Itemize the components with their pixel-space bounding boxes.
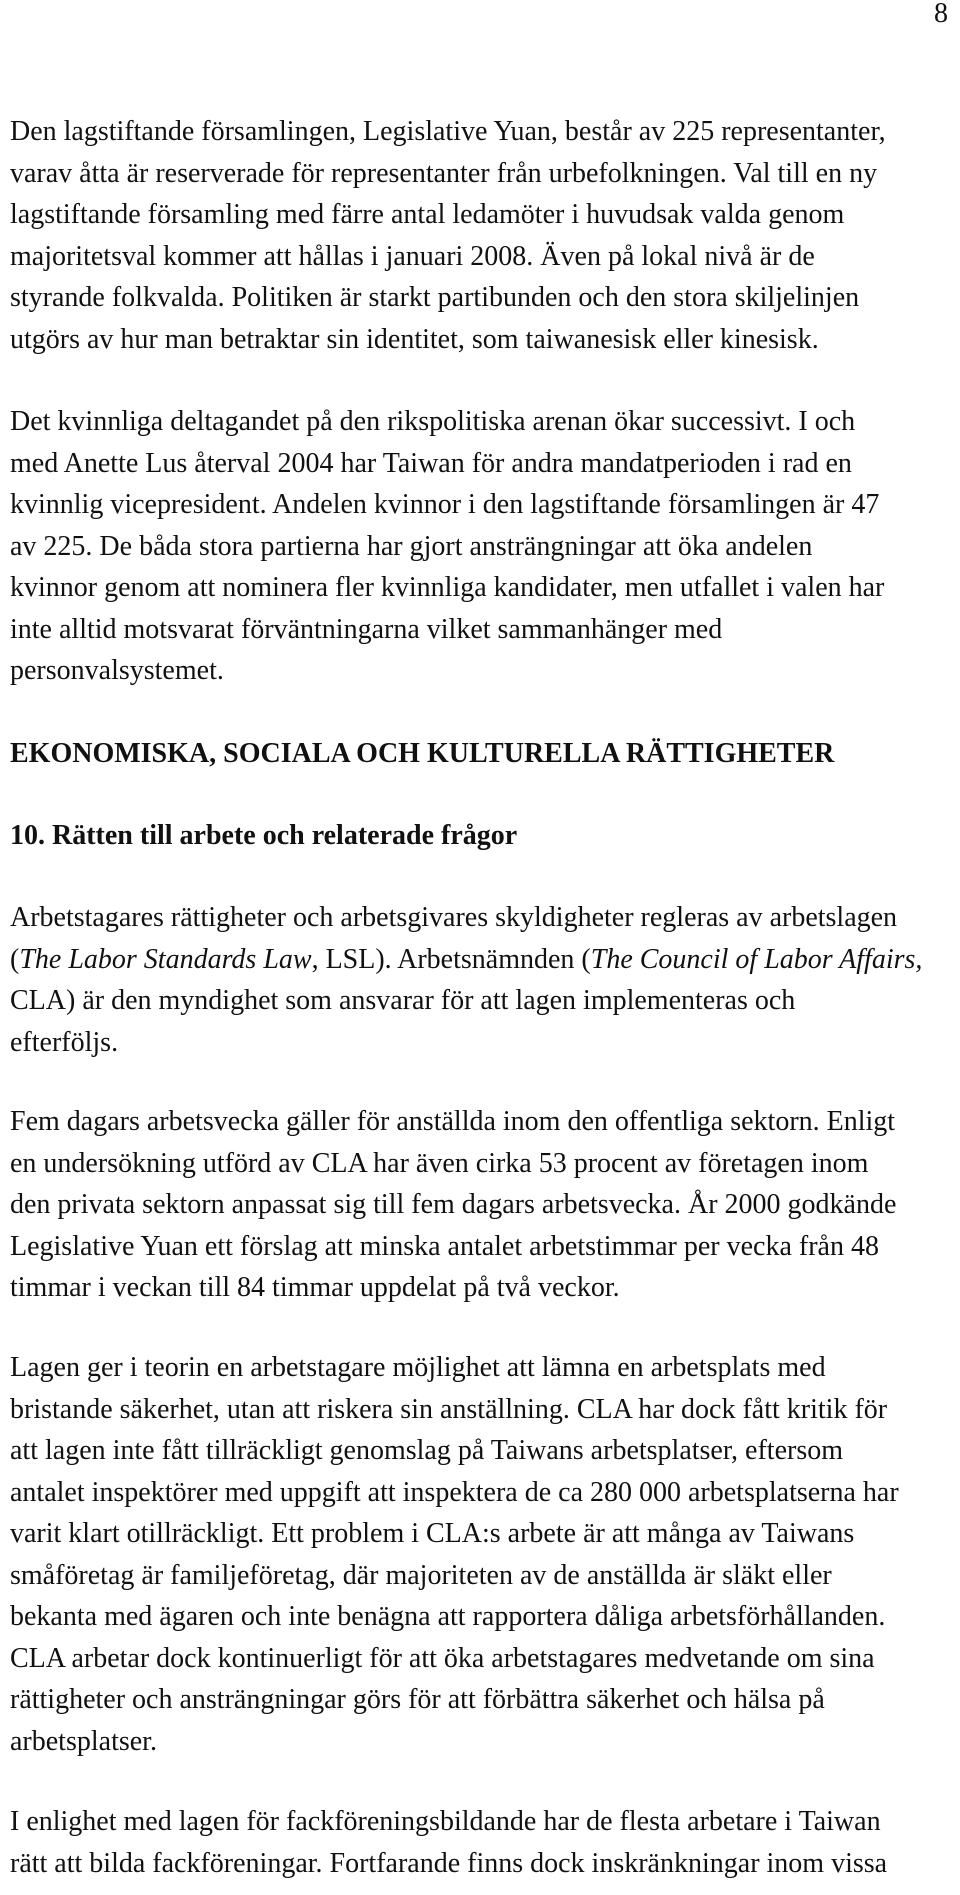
text-line: varit klart otillräckligt. Ett problem i CLA:s arbete är att många av Taiwans [10, 1518, 855, 1549]
text-line: Lagen ger i teorin en arbetstagare möjlighet att lämna en arbetsplats med [10, 1352, 826, 1383]
text-line: lagstiftande församling med färre antal ledamöter i huvudsak valda genom [10, 199, 845, 230]
section-heading: EKONOMISKA, SOCIALA OCH KULTURELLA RÄTTIGHETER [10, 738, 835, 769]
text-line: CLA arbetar dock kontinuerligt för att öka arbetstagares medvetande om sina [10, 1642, 875, 1674]
paragraph-trade-unions [10, 1801, 950, 1884]
text-line: rätt att bilda fackföreningar. Fortfarande finns dock inskränkningar inom vissa [10, 1847, 888, 1879]
text-line: Det kvinnliga deltagandet på den rikspolitiska arenan ökar successivt. I och [10, 406, 856, 437]
italic-law-title: The Labor Standards Law [19, 943, 312, 975]
text-line: kvinnor genom att nominera fler kvinnliga kandidater, men utfallet i valen har [10, 572, 885, 603]
text-line: personvalsystemet. [10, 655, 224, 686]
text-line: med Anette Lus återval 2004 har Taiwan för andra mandatperioden i rad en [10, 447, 852, 479]
text-line: Arbetstagares rättigheter och arbetsgivares skyldigheter regleras av arbetslagen [10, 902, 898, 933]
text-line: timmar i veckan till 84 timmar uppdelat på två veckor. [10, 1272, 620, 1303]
text-line: utgörs av hur man betraktar sin identitet, som taiwanesisk eller kinesisk. [10, 323, 819, 355]
text-line: bristande säkerhet, utan att riskera sin anställning. CLA har dock fått kritik för [10, 1393, 888, 1425]
text-line: bekanta med ägaren och inte benägna att rapportera dåliga arbetsförhållanden. [10, 1601, 886, 1632]
text-line: arbetsplatser. [10, 1725, 157, 1757]
text-line: Den lagstiftande församlingen, Legislative Yuan, består av 225 representanter, [10, 116, 886, 147]
text-line: inte alltid motsvarat förväntningarna vilket sammanhänger med [10, 613, 723, 645]
text-line: att lagen inte fått tillräckligt genomslag på Taiwans arbetsplatser, eftersom [10, 1435, 844, 1466]
text-line: småföretag är familjeföretag, där majoriteten av de anställda är släkt eller [10, 1559, 832, 1591]
text-line: Fem dagars arbetsvecka gäller för anställda inom den offentliga sektorn. Enligt [10, 1106, 896, 1137]
text-line: kvinnlig vicepresident. Andelen kvinnor i den lagstiftande församlingen är 47 [10, 489, 880, 520]
text-line: av 225. De båda stora partierna har gjort ansträngningar att öka andelen [10, 530, 813, 562]
subsection-heading: 10. Rätten till arbete och relaterade frågor [10, 820, 518, 851]
text-line: I enlighet med lagen för fackföreningsbildande har de flesta arbetare i Taiwan [10, 1806, 881, 1837]
text-line: en undersökning utförd av CLA har även cirka 53 procent av företagen inom [10, 1147, 869, 1179]
italic-council-name: The Council of Labor Affairs, [590, 943, 923, 975]
text-line: CLA) är den myndighet som ansvarar för att lagen implementeras och [10, 985, 796, 1016]
text-line: antalet inspektörer med uppgift att inspektera de ca 280 000 arbetsplatserna har [10, 1476, 899, 1508]
text-line: varav åtta är reserverade för representanter från urbefolkningen. Val till en ny [10, 157, 878, 189]
text-line: Legislative Yuan ett förslag att minska antalet arbetstimmar per vecka från 48 [10, 1230, 879, 1262]
paragraph-women-participation [10, 401, 950, 692]
text-line: majoritetsval kommer att hållas i januari 2008. Även på lokal nivå är de [10, 240, 815, 272]
text-line: den privata sektorn anpassat sig till fem dagars arbetsvecka. År 2000 godkände [10, 1189, 897, 1220]
text-segment: , LSL). Arbetsnämnden ( [311, 943, 591, 975]
page-number: 8 [934, 0, 948, 29]
text-line: rättigheter och ansträngningar görs för att förbättra säkerhet och hälsa på [10, 1684, 825, 1715]
text-line [10, 939, 950, 981]
paragraph-work-week [10, 1101, 950, 1309]
paragraph-labor-law [10, 897, 950, 1063]
text-line: efterföljs. [10, 1026, 119, 1058]
paragraph-workplace-safety [10, 1347, 950, 1762]
text-line: styrande folkvalda. Politiken är starkt partibunden och den stora skiljelinjen [10, 282, 860, 313]
paragraph-legislature [10, 111, 950, 360]
text-segment: ( [10, 943, 20, 975]
